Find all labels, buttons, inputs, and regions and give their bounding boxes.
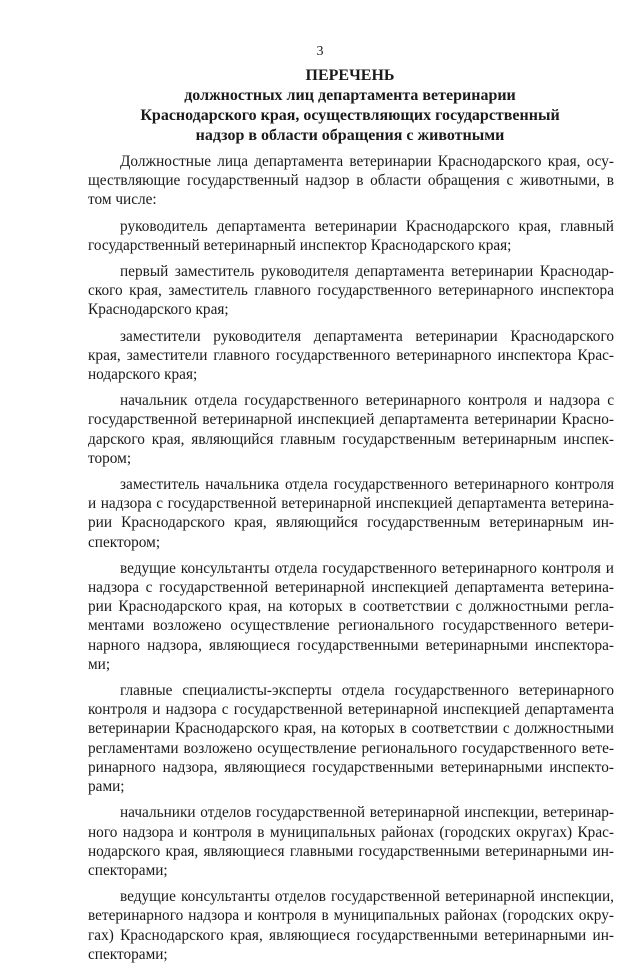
text-line: том числе: — [88, 191, 157, 209]
text-line: государственный ветеринарный инспектор Краснодарского края; — [88, 236, 512, 254]
page-number: 3 — [316, 44, 324, 59]
list-item — [88, 217, 614, 255]
document-title — [90, 66, 610, 146]
text-line: надзора с государственной ветеринарной инспекцией департамента ветерина- — [88, 579, 614, 597]
text-line: начальники отделов государственной ветеринарной инспекции, ветеринар- — [120, 804, 614, 822]
list-item — [88, 391, 614, 468]
title-line: надзор в области обращения с животными — [195, 127, 505, 144]
text-line: тором; — [88, 449, 132, 467]
text-line: ми; — [88, 655, 111, 673]
text-line: ринарного надзора, являющиеся государственными ветеринарными инспекто- — [88, 758, 614, 776]
text-line: рии Краснодарского края, на которых в соответствии с должностными регла- — [88, 598, 614, 616]
text-line: Должностные лица департамента ветеринарии Краснодарского края, осу- — [120, 153, 614, 170]
text-line: спекторами; — [88, 945, 168, 963]
text-line: и надзора с государственной ветеринарной инспекцией департамента ветерина- — [88, 495, 614, 513]
text-line: нодарского края, являющиеся главными государственными ветеринарными ин- — [88, 842, 614, 860]
text-line: ского края, заместитель главного государственного ветеринарного инспектора — [88, 282, 614, 300]
text-line: государственной ветеринарной инспекцией департамента ветеринарии Красно- — [88, 411, 614, 429]
text-line: Краснодарского края; — [88, 301, 229, 319]
text-line: нодарского края; — [88, 366, 198, 384]
title-line: должностных лиц департамента ветеринарии — [184, 87, 516, 104]
text-line: регламентами возложено осуществление регионального государственного вете- — [88, 739, 614, 757]
text-line: руководитель департамента ветеринарии Краснодарского края, главный — [120, 217, 614, 235]
document-body — [88, 152, 614, 971]
text-line: края, заместители главного государственного ветеринарного инспектора Крас- — [88, 346, 614, 364]
text-line: ществляющие государственный надзор в области обращения с животными, в — [88, 172, 614, 190]
text-line: ведущие консультанты отдела государственного ветеринарного контроля и — [120, 559, 614, 577]
text-line: ветеринарии Краснодарского края, на которых в соответствии с должностными — [88, 720, 614, 738]
list-item — [88, 327, 614, 385]
text-line: контроля и надзора с государственной ветеринарной инспекцией департамента — [88, 701, 614, 719]
text-line: рами; — [88, 778, 125, 796]
text-line: заместители руководителя департамента ветеринарии Краснодарского — [120, 327, 614, 345]
list-item — [88, 803, 614, 880]
list-item — [88, 262, 614, 320]
list-item — [88, 559, 614, 674]
text-line: заместитель начальника отдела государственного ветеринарного контроля — [120, 476, 614, 494]
text-line: ведущие консультанты отделов государственной ветеринарной инспекции, — [120, 888, 614, 906]
text-line: спектором; — [88, 533, 161, 551]
paragraph-intro — [88, 152, 614, 210]
list-item — [88, 475, 614, 552]
text-line: ветеринарного надзора и контроля в муниципальных районах (городских окру- — [88, 907, 614, 925]
text-line: ного надзора и контроля в муниципальных районах (городских округах) Крас- — [88, 823, 614, 841]
text-line: дарского края, являющийся главным государственным ветеринарным инспек- — [88, 430, 614, 448]
text-line: гах) Краснодарского края, являющиеся государственными ветеринарными ин- — [88, 926, 614, 944]
text-line: спекторами; — [88, 861, 168, 879]
text-line: первый заместитель руководителя департамента ветеринарии Краснодар- — [120, 263, 614, 281]
text-line: рии Краснодарского края, являющийся государственным ветеринарным ин- — [88, 514, 614, 532]
title-line: Краснодарского края, осуществляющих государственный — [140, 107, 560, 124]
text-line: начальник отдела государственного ветеринарного контроля и надзора с — [120, 392, 614, 410]
list-item — [88, 887, 614, 964]
title-line: ПЕРЕЧЕНЬ — [305, 67, 395, 84]
text-line: ментами возложено осуществление регионального государственного ветери- — [88, 617, 614, 635]
text-line: главные специалисты-эксперты отдела государственного ветеринарного — [120, 682, 614, 700]
text-line: нарного надзора, являющиеся государственными ветеринарными инспектора- — [88, 636, 614, 654]
list-item — [88, 681, 614, 796]
